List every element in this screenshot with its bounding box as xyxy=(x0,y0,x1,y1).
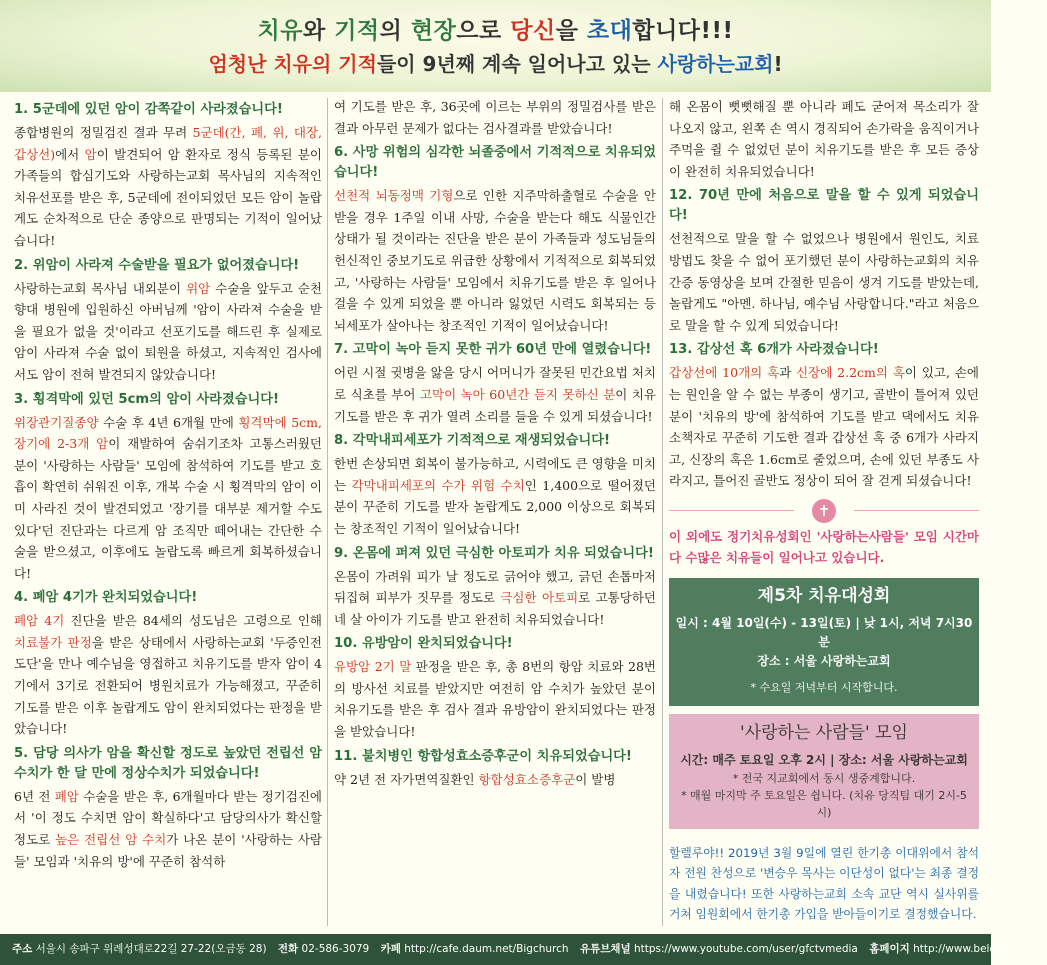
headline-run: ! xyxy=(773,52,783,76)
body-text: 판정을 받은 후, 총 8번의 항암 치료와 28번의 방사선 치료를 받았지만 여전히 암 수치가 높았던 분이 치유기도를 받은 후 검사 결과 유방암이 완치되었다는 판정을 받았습니다! xyxy=(334,659,657,740)
section-body xyxy=(334,362,656,427)
heart-cross-icon: ✝ xyxy=(812,499,836,523)
highlight-text: 갑상선에 10개의 혹 xyxy=(669,365,780,381)
meeting-title: '사랑하는 사람들' 모임 xyxy=(740,723,908,744)
headline-run: 합니다!!! xyxy=(632,18,734,44)
section-title: 12. 70년 만에 처음으로 말을 할 수 있게 되었습니다! xyxy=(669,188,979,224)
section-title: 1. 5군데에 있던 암이 감쪽같이 사라졌습니다! xyxy=(14,102,283,117)
body-text: 해 온몸이 뻣뻣해질 뿐 아니라 폐도 굳어져 목소리가 잘 나오지 않고, 왼쪽 손 역시 경직되어 손가락을 움직이거나 주먹을 쥘 수 없었던 분이 치유기도를 받은 후 모든 증상이 완전히 치유되었습니다! xyxy=(669,99,979,179)
footer-label: 카페 xyxy=(380,943,401,955)
section-body xyxy=(334,769,656,791)
headline-run: 들이 9년째 계속 일어나고 있는 xyxy=(376,52,658,76)
section-body xyxy=(669,362,979,492)
footer-item xyxy=(12,943,267,955)
body-text: 온몸이 가려워 피가 날 정도로 긁어야 했고, 긁던 손톱마저 뒤집혀 피부가 짓무를 정도로 xyxy=(334,568,656,606)
column-1 xyxy=(14,96,322,874)
footer-item xyxy=(861,943,1047,955)
event-box xyxy=(669,578,979,706)
section-title: 9. 온몸에 퍼져 있던 극심한 아토피가 치유 되었습니다! xyxy=(334,545,654,561)
section-title: 2. 위암이 사라져 수술받을 필요가 없어졌습니다! xyxy=(14,257,300,273)
section-body xyxy=(669,96,979,182)
section-body xyxy=(14,786,322,872)
footer-item xyxy=(270,943,369,955)
highlight-text: 5군데(간, 폐, 위, 대장, 갑상선) xyxy=(14,125,322,162)
body-text: 사랑하는교회 목사님 내외분이 xyxy=(14,280,187,296)
footer-value[interactable]: https://www.youtube.com/user/gfctvmedia xyxy=(630,943,858,955)
body-text: 에서 xyxy=(55,146,85,162)
body-text: 을 받은 상태에서 사랑하는교회 '두증인전도단'을 만나 예수님을 영접하고 치유기도를 받자 암이 4기에서 3기로 전환되어 병원치료가 가능해졌고, 꾸준히 기도를 받은 이후 놀랍게도 암이 완치되었다는 판정을 받았습니다! xyxy=(14,634,322,737)
headline-run: 기적 xyxy=(334,18,380,44)
highlight-text: 위암 xyxy=(186,280,211,296)
section-body xyxy=(14,412,322,585)
footer-value: 02-586-3079 xyxy=(298,943,370,955)
body-text: 가 나온 분이 '사랑하는 사람들' 모임과 '치유의 방'에 꾸준히 참석하 xyxy=(14,832,322,869)
more-healings-note: 이 외에도 정기치유성회인 '사랑하는사람들' 모임 시간마다 수많은 치유들이 일어나고 있습니다. xyxy=(669,528,979,565)
headline-run: 초대 xyxy=(586,18,633,44)
headline-run: 사랑하는교회 xyxy=(657,52,774,76)
event-note: * 수요일 저녁부터 시작합니다. xyxy=(750,680,898,694)
section-title: 7. 고막이 녹아 듣지 못한 귀가 60년 만에 열렸습니다! xyxy=(334,342,652,358)
column-3 xyxy=(669,96,979,925)
footer-value: 서울시 송파구 위례성대로22길 27-22(오금동 28) xyxy=(32,943,267,955)
section-body xyxy=(334,96,656,139)
highlight-text: 각막내피세포의 수가 위험 수치 xyxy=(351,477,525,493)
section-body xyxy=(14,122,322,252)
headline-run: 엄청난 치유의 기적 xyxy=(208,52,377,76)
body-text: 한번 손상되면 회복이 불가능하고, 시력에도 큰 영향을 미치는 xyxy=(334,456,656,493)
headline-run: 치유 xyxy=(257,18,303,44)
body-text: 6년 전 xyxy=(14,788,55,804)
highlight-text: 항합성효소증후군 xyxy=(478,771,576,787)
section-title: 8. 각막내피세포가 기적적으로 재생되었습니다! xyxy=(334,433,611,449)
footer-bar xyxy=(0,934,1047,965)
footer-label: 유튜브채널 xyxy=(579,943,631,955)
section-body xyxy=(669,228,979,336)
section-title: 4. 폐암 4기가 완치되었습니다! xyxy=(14,590,198,606)
meeting-schedule: 시간: 매주 토요일 오후 2시 | 장소: 서울 사랑하는교회 xyxy=(680,752,968,767)
column-2 xyxy=(334,96,656,792)
footer-item xyxy=(572,943,858,955)
body-text: 이 치유기도를 받은 후 귀가 열려 소리를 들을 수 있게 되셨습니다! xyxy=(334,386,656,424)
body-text: 수술을 받은 후, 6개월마다 받는 정기검진에서 '이 정도 수치면 암이 확실하다'고 담당의사가 확신할 정도로 xyxy=(14,788,322,848)
body-text: 이 재발하여 숨쉬기조차 고통스러웠던 분이 '사랑하는 사람들' 모임에 참석하여 기도를 받고 호흡이 확연히 쉬워진 이후, 개복 수술 시 횡격막의 암이 이미 사라진 것이 발견되었고 '장기를 대부분 제거할 수도 있다'던 진단과는 다르게 암 조직만 떼어내는 간단한 수술을 받으셨고, 이후에도 놀랍도록 빠르게 회복하셨습니다! xyxy=(14,436,323,581)
body-text: 으로 인한 지주막하출혈로 수술을 안 받을 경우 1주일 이내 사망, 수술을 받는다 해도 식물인간 상태가 될 것이라는 진단을 받은 분이 가족들과 성도님들의 헌신적인 중보기도로 위급한 상황에서 기적적으로 회복되었고, '사랑하는 사람들' 모임에서 치유기도를 받은 후 일어나 걸을 수 있게 되었을 뿐 아니라 잃었던 시력도 회복되는 등 뇌세포가 살아나는 창조적인 기적이 일어났습니다! xyxy=(334,188,656,333)
footer-label: 주소 xyxy=(12,943,33,955)
subheadline xyxy=(0,48,991,77)
body-text: 약 2년 전 자가면역질환인 xyxy=(334,771,479,787)
footer-value[interactable]: http://cafe.daum.net/Bigchurch xyxy=(400,943,569,955)
highlight-text: 높은 전립선 암 수치 xyxy=(55,832,167,848)
body-text: 진단을 받은 84세의 성도님은 고령으로 인해 xyxy=(64,613,322,629)
news-paragraph: 할렐루야!! 2019년 3월 9일에 열린 한기총 이대위에서 참석자 전원 찬성으로 '변승우 목사는 이단성이 없다'는 최종 결정을 내렸습니다! 또한 사랑하는교회 소속 교단 역시 실사위를 거쳐 임원회에서 한기총 가입을 받아들이기로 결정했습니다. xyxy=(669,845,979,922)
footer-value[interactable]: http://www.belovedc.com xyxy=(909,943,1047,955)
event-schedule: 일시 : 4월 10일(수) - 13일(토) | 낮 1시, 저녁 7시30분 xyxy=(675,615,973,649)
footer-label: 전화 xyxy=(277,943,299,955)
header-banner xyxy=(0,0,991,92)
section-body xyxy=(14,610,322,740)
highlight-text: 폐암 4기 xyxy=(14,613,65,629)
headline-run: 의 xyxy=(379,18,411,44)
headline-run: 현장 xyxy=(410,18,457,44)
section-body xyxy=(334,453,656,539)
body-text: 어린 시절 귓병을 앓을 당시 어머니가 잘못된 민간요법 처치로 식초를 부어 xyxy=(334,365,656,402)
section-title: 3. 횡격막에 있던 5cm의 암이 사라졌습니다! xyxy=(14,391,279,407)
headline-run: 으로 xyxy=(456,18,511,44)
body-text: 과 xyxy=(779,365,797,381)
column-divider xyxy=(327,98,328,926)
event-title: 제5차 치유대성회 xyxy=(757,585,891,606)
body-text: 수술 후 4년 6개월 만에 xyxy=(98,414,239,430)
highlight-text: 폐암 xyxy=(54,788,79,804)
body-text: 이 있고, 손에는 원인을 알 수 없는 부종이 생기고, 골반이 틀어져 있던 분이 '치유의 방'에 참석하여 기도를 받고 댁에서도 치유 소책자로 꾸준히 기도한 결과 갑상선 혹 중 6개가 사라지고, 신장의 혹은 1.6cm로 줄었으며, 손에 있던 부종도 사라지고, 틀어진 골반도 정상이 되어 잘 걷게 되셨습니다! xyxy=(669,365,979,489)
event-location: 장소 : 서울 사랑하는교회 xyxy=(757,653,891,668)
highlight-text: 선천적 뇌동정맥 기형 xyxy=(334,188,454,204)
section-title: 6. 사망 위험의 심각한 뇌졸중에서 기적적으로 치유되었습니다! xyxy=(334,145,656,181)
section-title: 5. 담당 의사가 암을 확신할 정도로 높았던 전립선 암 수치가 한 달 만에 정상수치가 되었습니다! xyxy=(14,745,322,781)
footer-item xyxy=(373,943,569,955)
section-body xyxy=(334,656,656,742)
section-title: 11. 불치병인 항합성효소증후군이 치유되었습니다! xyxy=(334,748,632,764)
section-title: 13. 갑상선 혹 6개가 사라졌습니다! xyxy=(669,342,879,358)
headline xyxy=(0,12,991,45)
section-body xyxy=(334,185,656,336)
highlight-text: 유방암 2기 말 xyxy=(334,659,412,675)
headline-run: 을 xyxy=(555,18,587,44)
headline-run: 당신 xyxy=(510,18,556,44)
highlight-text: 신장에 2.2cm의 혹 xyxy=(796,365,905,381)
meeting-box xyxy=(669,714,979,829)
highlight-text: 고막이 녹아 60년간 듣지 못하신 분 xyxy=(419,386,616,402)
highlight-text: 극심한 아토피 xyxy=(500,590,579,606)
column-divider xyxy=(662,98,663,926)
body-text: 인 1,400으로 떨어졌던 분이 꾸준히 기도를 받자 놀랍게도 2,000 이상으로 회복되는 창조적인 기적이 일어났습니다! xyxy=(334,477,656,536)
section-title: 10. 유방암이 완치되었습니다! xyxy=(334,636,513,652)
meeting-note-1: * 전국 지교회에서 동시 생중계합니다. xyxy=(732,771,916,785)
highlight-text: 횡격막에 5cm, 장기에 2-3개 암 xyxy=(14,414,322,452)
highlight-text: 암 xyxy=(84,146,97,162)
highlight-text: 위장관기질종양 xyxy=(14,414,99,430)
body-text: 수술을 앞두고 순천향대 병원에 입원하신 아버님께 '암이 사라져 수술을 받을 필요가 없을 것'이라고 선포기도를 해드린 후 실제로 암이 사라져 수술 없이 퇴원을 하셨고, 지속적인 검사에서도 암이 전혀 발견되지 않았습니다! xyxy=(14,280,322,382)
meeting-note-2: * 매월 마지막 주 토요일은 쉽니다. (치유 당직팀 대기 2시-5시) xyxy=(681,788,967,819)
section-body xyxy=(14,278,322,386)
headline-run: 와 xyxy=(302,18,335,44)
footer-label: 홈페이지 xyxy=(869,943,910,955)
body-text: 로 고통당하던 네 살 아이가 기도를 받고 완전히 치유되었습니다! xyxy=(334,590,656,627)
highlight-text: 치료불가 판정 xyxy=(14,634,92,650)
body-text: 종합병원의 정밀검진 결과 무려 xyxy=(14,125,193,140)
body-text: 선천적으로 말을 할 수 없었으나 병원에서 원인도, 치료 방법도 찾을 수 없어 포기했던 분이 사랑하는교회의 치유간증 동영상을 보며 간절한 믿음이 생겨 기도를 받았는데, 놀랍게도 "아멘. 하나님, 예수님 사랑합니다."라고 처음으로 말을 할 수 있게 되었습니다! xyxy=(669,231,979,333)
body-text: 이 발견되어 암 환자로 정식 등록된 분이 가족들의 합심기도와 사랑하는교회 목사님의 지속적인 치유선포를 받은 후, 5군데에 전이되었던 모든 암이 놀랍게도 순차적으로 단순 종양으로 판명되는 기적이 일어났습니다! xyxy=(14,146,323,248)
section-body xyxy=(334,566,656,631)
section-divider xyxy=(669,498,979,524)
body-text: 여 기도를 받은 후, 36곳에 이르는 부위의 정밀검사를 받은 결과 아무런 문제가 없다는 검사결과를 받았습니다! xyxy=(334,99,656,136)
body-text: 이 발병 xyxy=(575,771,616,787)
